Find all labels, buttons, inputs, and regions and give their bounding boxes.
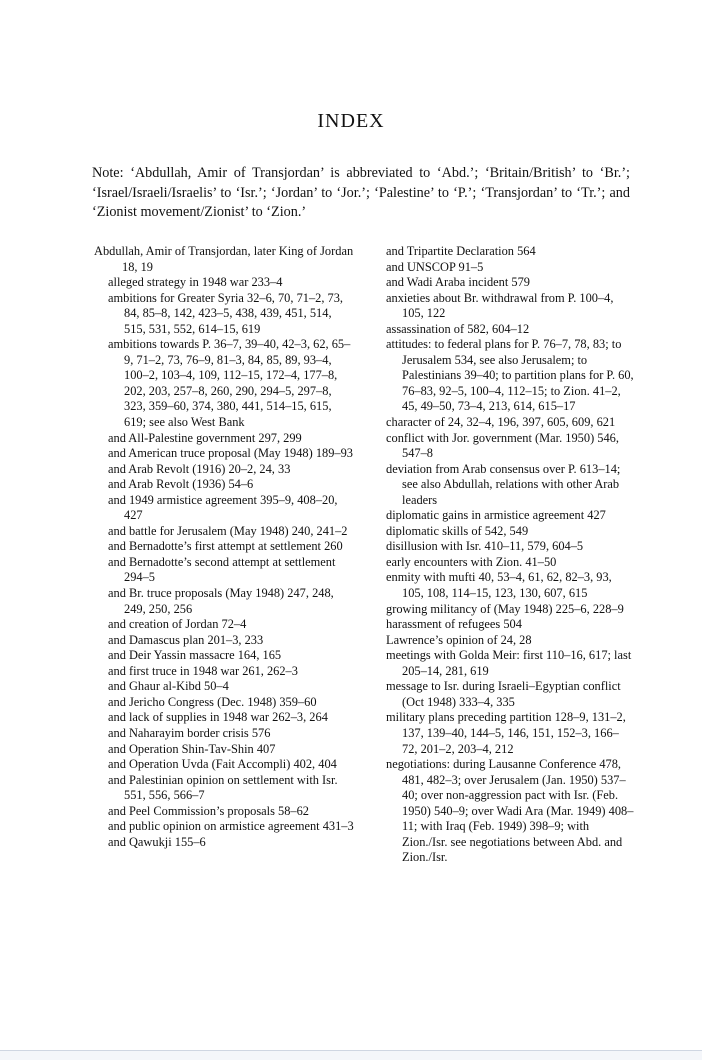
index-entry: and Qawukji 155–6 bbox=[108, 834, 206, 849]
index-entry: and lack of supplies in 1948 war 262–3, 264 bbox=[108, 710, 328, 725]
index-entry: harassment of refugees 504 bbox=[386, 617, 522, 632]
right-entry-list bbox=[386, 244, 634, 866]
index-entry: ambitions for Greater Syria 32–6, 70, 71–2, 73, 84, 85–8, 142, 423–5, 438, 439, 451, 514, 515, 531, 552, 614–15, 619 bbox=[108, 290, 344, 336]
index-entry: and Operation Shin-Tav-Shin 407 bbox=[108, 741, 276, 756]
index-entry: and Bernadotte’s second attempt at settlement 294–5 bbox=[108, 554, 336, 585]
index-entry: and American truce proposal (May 1948) 189–93 bbox=[108, 446, 353, 461]
index-entry: negotiations: during Lausanne Conference 478, 481, 482–3; over Jerusalem (Jan. 1950) 537–40; over non-aggression pact with Isr. (Feb. 1950) 540–9; over Wadi Ara (Mar. 1949) 408–11; with Iraq (Feb. 1949) 398–9; with Zion./Isr. see negotiations between Abd. and Zion./Isr. bbox=[386, 757, 634, 865]
index-entry: and Br. truce proposals (May 1948) 247, 248, 249, 250, 256 bbox=[108, 586, 334, 616]
index-entry: diplomatic skills of 542, 549 bbox=[386, 523, 529, 538]
index-entry: and public opinion on armistice agreement 431–3 bbox=[108, 819, 354, 834]
page-title: INDEX bbox=[317, 110, 385, 132]
index-entry: diplomatic gains in armistice agreement 427 bbox=[386, 508, 606, 523]
abbreviation-note bbox=[92, 164, 630, 223]
index-entry: and Tripartite Declaration 564 bbox=[386, 244, 536, 258]
index-column-left bbox=[94, 244, 356, 850]
index-entry: and Deir Yassin massacre 164, 165 bbox=[108, 648, 282, 663]
index-entry: and Bernadotte’s first attempt at settlement 260 bbox=[108, 539, 343, 554]
index-entry: deviation from Arab consensus over P. 613–14; see also Abdullah, relations with other Arab leaders bbox=[386, 461, 621, 507]
index-entry: message to Isr. during Israeli–Egyptian conflict (Oct 1948) 333–4, 335 bbox=[386, 679, 621, 709]
index-entry: early encounters with Zion. 41–50 bbox=[386, 554, 557, 569]
index-entry: and Operation Uvda (Fait Accompli) 402, 404 bbox=[108, 757, 337, 772]
index-entry: and Wadi Araba incident 579 bbox=[386, 275, 530, 290]
index-entry: and UNSCOP 91–5 bbox=[386, 259, 484, 274]
index-entry: and Jericho Congress (Dec. 1948) 359–60 bbox=[108, 694, 317, 709]
index-entry: conflict with Jor. government (Mar. 1950) 546, 547–8 bbox=[386, 430, 619, 461]
index-entry: and 1949 armistice agreement 395–9, 408–20, 427 bbox=[108, 492, 338, 523]
index-column-right bbox=[386, 244, 634, 866]
index-entry: meetings with Golda Meir: first 110–16, 617; last 205–14, 281, 619 bbox=[386, 648, 632, 678]
index-entry: and Damascus plan 201–3, 233 bbox=[108, 632, 264, 647]
index-heading: Abdullah, Amir of Transjordan, later King of Jordan 18, 19 bbox=[94, 244, 354, 274]
index-entry: and Ghaur al-Kibd 50–4 bbox=[108, 679, 229, 694]
index-entry: and Arab Revolt (1916) 20–2, 24, 33 bbox=[108, 461, 291, 476]
left-entry-list bbox=[94, 275, 356, 850]
index-entry: military plans preceding partition 128–9, 131–2, 137, 139–40, 144–5, 146, 151, 152–3, 166–72, 201–2, 203–4, 212 bbox=[386, 710, 626, 756]
index-entry: growing militancy of (May 1948) 225–6, 228–9 bbox=[386, 601, 624, 616]
index-entry: and Peel Commission’s proposals 58–62 bbox=[108, 803, 310, 818]
index-entry: assassination of 582, 604–12 bbox=[386, 321, 530, 336]
index-entry: attitudes: to federal plans for P. 76–7, 78, 83; to Jerusalem 534, see also Jerusalem; to Palestinians 39–40; to partition plans for P. 60, 76–83, 92–5, 100–4, 112–15; to Zion. 41–2, 45, 49–50, 73–4, 213, 614, 615–17 bbox=[386, 337, 634, 414]
index-entry: and All-Palestine government 297, 299 bbox=[108, 430, 302, 445]
index-entry: and battle for Jerusalem (May 1948) 240, 241–2 bbox=[108, 523, 348, 538]
index-entry: disillusion with Isr. 410–11, 579, 604–5 bbox=[386, 539, 584, 554]
index-entry: character of 24, 32–4, 196, 397, 605, 609, 621 bbox=[386, 415, 616, 430]
note-label: Note: bbox=[92, 165, 124, 181]
note-text: ‘Abdullah, Amir of Transjordan’ is abbreviated to ‘Abd.’; ‘Britain/British’ to ‘Br.’; ‘Israel/Israeli/Israelis’ to ‘Isr.’; ‘Jordan’ to ‘Jor.’; ‘Palestine’ to ‘P.’; ‘Transjordan’ to ‘Tr.’; and ‘Zionist movement/Zionist’ to ‘Zion.’ bbox=[92, 165, 630, 220]
page-bottom-bar bbox=[0, 1051, 702, 1060]
index-entry: alleged strategy in 1948 war 233–4 bbox=[108, 275, 283, 290]
index-entry: and first truce in 1948 war 261, 262–3 bbox=[108, 663, 298, 678]
index-entry: and Palestinian opinion on settlement with Isr. 551, 556, 566–7 bbox=[108, 772, 338, 803]
index-entry: anxieties about Br. withdrawal from P. 100–4, 105, 122 bbox=[386, 290, 614, 321]
index-entry: and Arab Revolt (1936) 54–6 bbox=[108, 477, 254, 492]
index-entry: and Naharayim border crisis 576 bbox=[108, 725, 271, 740]
index-entry: ambitions towards P. 36–7, 39–40, 42–3, 62, 65–9, 71–2, 73, 76–9, 81–3, 84, 85, 89, 93–4, 100–2, 103–4, 109, 112–15, 172–4, 177–8, 202, 203, 257–8, 260, 290, 294–5, 297–8, 323, 359–60, 374, 380, 441, 514–15, 615, 619; see also West Bank bbox=[108, 337, 351, 430]
index-entry: Lawrence’s opinion of 24, 28 bbox=[386, 632, 532, 647]
index-entry: and creation of Jordan 72–4 bbox=[108, 617, 247, 632]
index-entry: enmity with mufti 40, 53–4, 61, 62, 82–3, 93, 105, 108, 114–15, 123, 130, 607, 615 bbox=[386, 570, 612, 601]
